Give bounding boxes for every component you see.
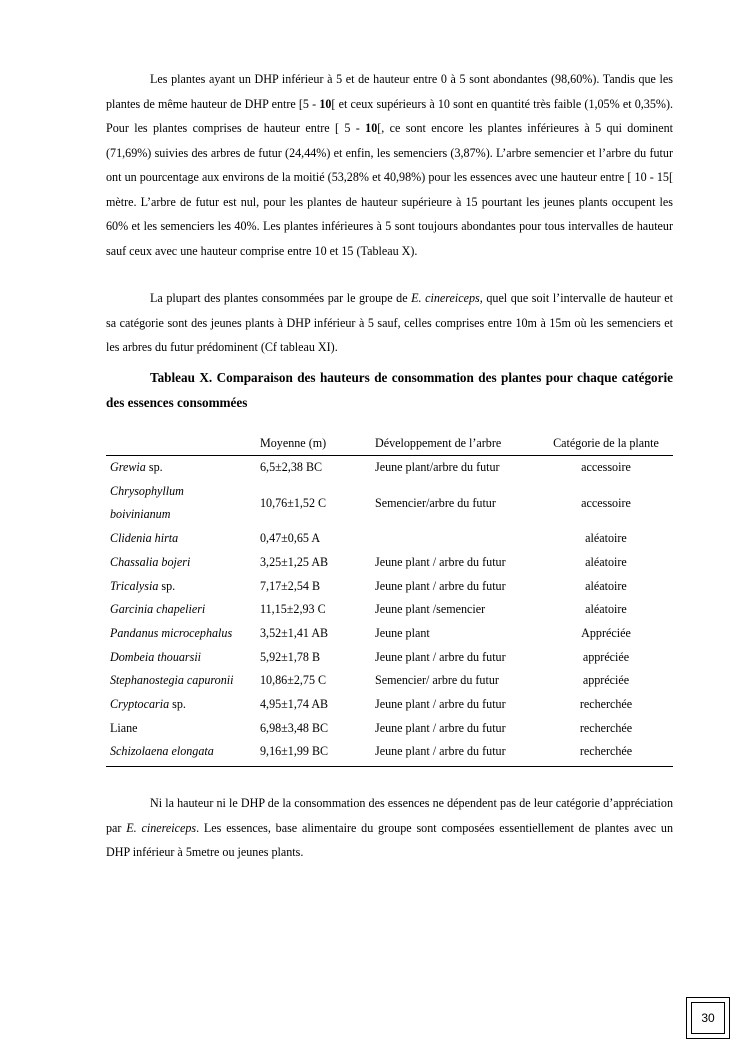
cell-mean: 10,86±2,75 C <box>260 673 327 688</box>
cell-mean: 3,25±1,25 AB <box>260 554 329 569</box>
species-name: Tricalysia <box>110 578 159 593</box>
page-number: 30 <box>701 1011 715 1025</box>
cell-development: Jeune plant /semencier <box>375 602 486 617</box>
cell-mean: 6,98±3,48 BC <box>260 720 329 735</box>
table-row <box>106 669 673 693</box>
cell-mean: 4,95±1,74 AB <box>260 697 329 712</box>
cell-species <box>106 456 256 480</box>
cell-development <box>371 527 539 551</box>
cell-development: Jeune plant / arbre du futur <box>375 578 506 593</box>
cell-mean: 5,92±1,78 B <box>260 649 321 664</box>
table-row <box>106 527 673 551</box>
cell-category: aléatoire <box>585 531 627 546</box>
cell-development: Jeune plant / arbre du futur <box>375 649 506 664</box>
cell-category: accessoire <box>581 460 631 474</box>
cell-development: Jeune plant / arbre du futur <box>375 720 506 735</box>
cell-species <box>106 646 256 670</box>
comparison-table <box>106 432 673 767</box>
table-header-row <box>106 432 673 456</box>
cell-category: appréciée <box>582 673 630 688</box>
species-name: Clidenia hirta <box>110 531 179 546</box>
header-category: Catégorie de la plante <box>539 432 673 456</box>
cell-species <box>106 551 256 575</box>
cell-species <box>106 527 256 551</box>
table-caption: Tableau X. Comparaison des hauteurs de consommation des plantes pour chaque catégorie des essences consommées <box>106 370 673 410</box>
cell-mean: 11,15±2,93 C <box>260 602 326 617</box>
paragraph-1: Les plantes ayant un DHP inférieur à 5 et de hauteur entre 0 à 5 sont abondantes (98,60%). Tandis que les plantes de même hauteur de DHP entre [5 - 10[ et ceux supérieurs à 10 sont en quantité très faible (1,05% et 0,35%). Pour les plantes comprises de hauteur entre [ 5 - 10[, ce sont encore les plantes inférieures à 5 qui dominent (71,69%) suivies des arbres de futur (24,44%) et enfin, les semenciers (3,87%). L’arbre semencier et l’arbre du futur ont un pourcentage aux environs de la moitié (53,28% et 40,98%) pour les essences avec une hauteur entre [ 10 - 15[ mètre. L’arbre de futur est nul, pour les plantes de hauteur supérieure à 15 pourtant les jeunes plants occupent les 60% et les semenciers les 40%. Les plantes inférieures à 5 sont toujours abondantes pour tous intervalles de hauteur sauf ceux avec une hauteur comprise entre 10 et 15 (Tableau X). <box>106 72 674 258</box>
cell-category: aléatoire <box>585 602 627 617</box>
species-name: Schizolaena elongata <box>110 744 214 759</box>
cell-development: Jeune plant / arbre du futur <box>375 697 506 712</box>
species-name: Chrysophyllum boivinianum <box>110 483 184 522</box>
cell-species <box>106 693 256 717</box>
table-row <box>106 598 673 622</box>
cell-species <box>106 598 256 622</box>
cell-species <box>106 717 256 741</box>
table-row <box>106 740 673 766</box>
table-row <box>106 693 673 717</box>
table-row <box>106 717 673 741</box>
cell-mean: 0,47±0,65 A <box>260 531 321 546</box>
cell-category: Appréciée <box>581 625 631 640</box>
cell-development: Jeune plant / arbre du futur <box>375 554 506 569</box>
cell-category: appréciée <box>582 649 630 664</box>
cell-mean: 3,52±1,41 AB <box>260 625 329 640</box>
cell-category: recherchée <box>579 720 633 735</box>
header-species <box>106 432 256 456</box>
header-mean: Moyenne (m) <box>256 432 371 456</box>
species-name: Dombeia thouarsii <box>110 649 202 664</box>
species-name: Stephanostegia capuronii <box>110 673 234 688</box>
cell-development: Jeune plant <box>375 625 430 640</box>
cell-development: Jeune plant/arbre du futur <box>375 460 500 474</box>
cell-mean: 9,16±1,99 BC <box>256 740 371 766</box>
cell-mean: 10,76±1,52 C <box>260 495 327 510</box>
table-row <box>106 456 673 480</box>
table-row <box>106 551 673 575</box>
cell-category: recherchée <box>539 740 673 766</box>
species-suffix: Liane <box>110 720 138 735</box>
species-suffix: sp. <box>145 460 163 474</box>
cell-species <box>106 480 256 527</box>
cell-mean: 6,5±2,38 BC <box>260 460 323 474</box>
cell-species <box>106 575 256 599</box>
header-development: Développement de l’arbre <box>371 432 539 456</box>
species-name: Chassalia bojeri <box>110 554 191 569</box>
table-row <box>106 575 673 599</box>
table-row <box>106 646 673 670</box>
cell-mean: 7,17±2,54 B <box>260 578 321 593</box>
cell-development: Semencier/ arbre du futur <box>375 673 499 688</box>
cell-species <box>106 669 256 693</box>
table-row <box>106 480 673 527</box>
cell-category: aléatoire <box>585 578 627 593</box>
cell-development: Semencier/arbre du futur <box>375 495 496 510</box>
paragraph-2: La plupart des plantes consommées par le groupe de E. cinereiceps, quel que soit l’intervalle de hauteur et sa catégorie sont des jeunes plants à DHP inférieur à 5 sauf, celles comprises entre 10m à 15m où les semenciers et les arbres du futur prédominent (Cf tableau XI). <box>106 291 673 354</box>
table-row <box>106 622 673 646</box>
species-name: Garcinia chapelieri <box>110 602 206 617</box>
species-suffix: sp. <box>169 697 186 712</box>
cell-species <box>106 622 256 646</box>
cell-category: aléatoire <box>585 554 627 569</box>
cell-development: Jeune plant / arbre du futur <box>371 740 539 766</box>
paragraph-3: Ni la hauteur ni le DHP de la consommation des essences ne dépendent pas de leur catégorie d’appréciation par E. cinereiceps. Les essences, base alimentaire du groupe sont composées essentiellement de plantes avec un DHP inférieur à 5metre ou jeunes plants. <box>106 796 673 859</box>
species-name: Grewia <box>110 460 146 474</box>
species-name: Cryptocaria <box>110 697 170 712</box>
cell-species <box>106 740 256 766</box>
cell-category: accessoire <box>581 495 631 510</box>
species-name: Pandanus microcephalus <box>110 625 233 640</box>
page-number-box <box>686 997 730 1039</box>
species-suffix: sp. <box>158 578 176 593</box>
cell-category: recherchée <box>579 697 633 712</box>
